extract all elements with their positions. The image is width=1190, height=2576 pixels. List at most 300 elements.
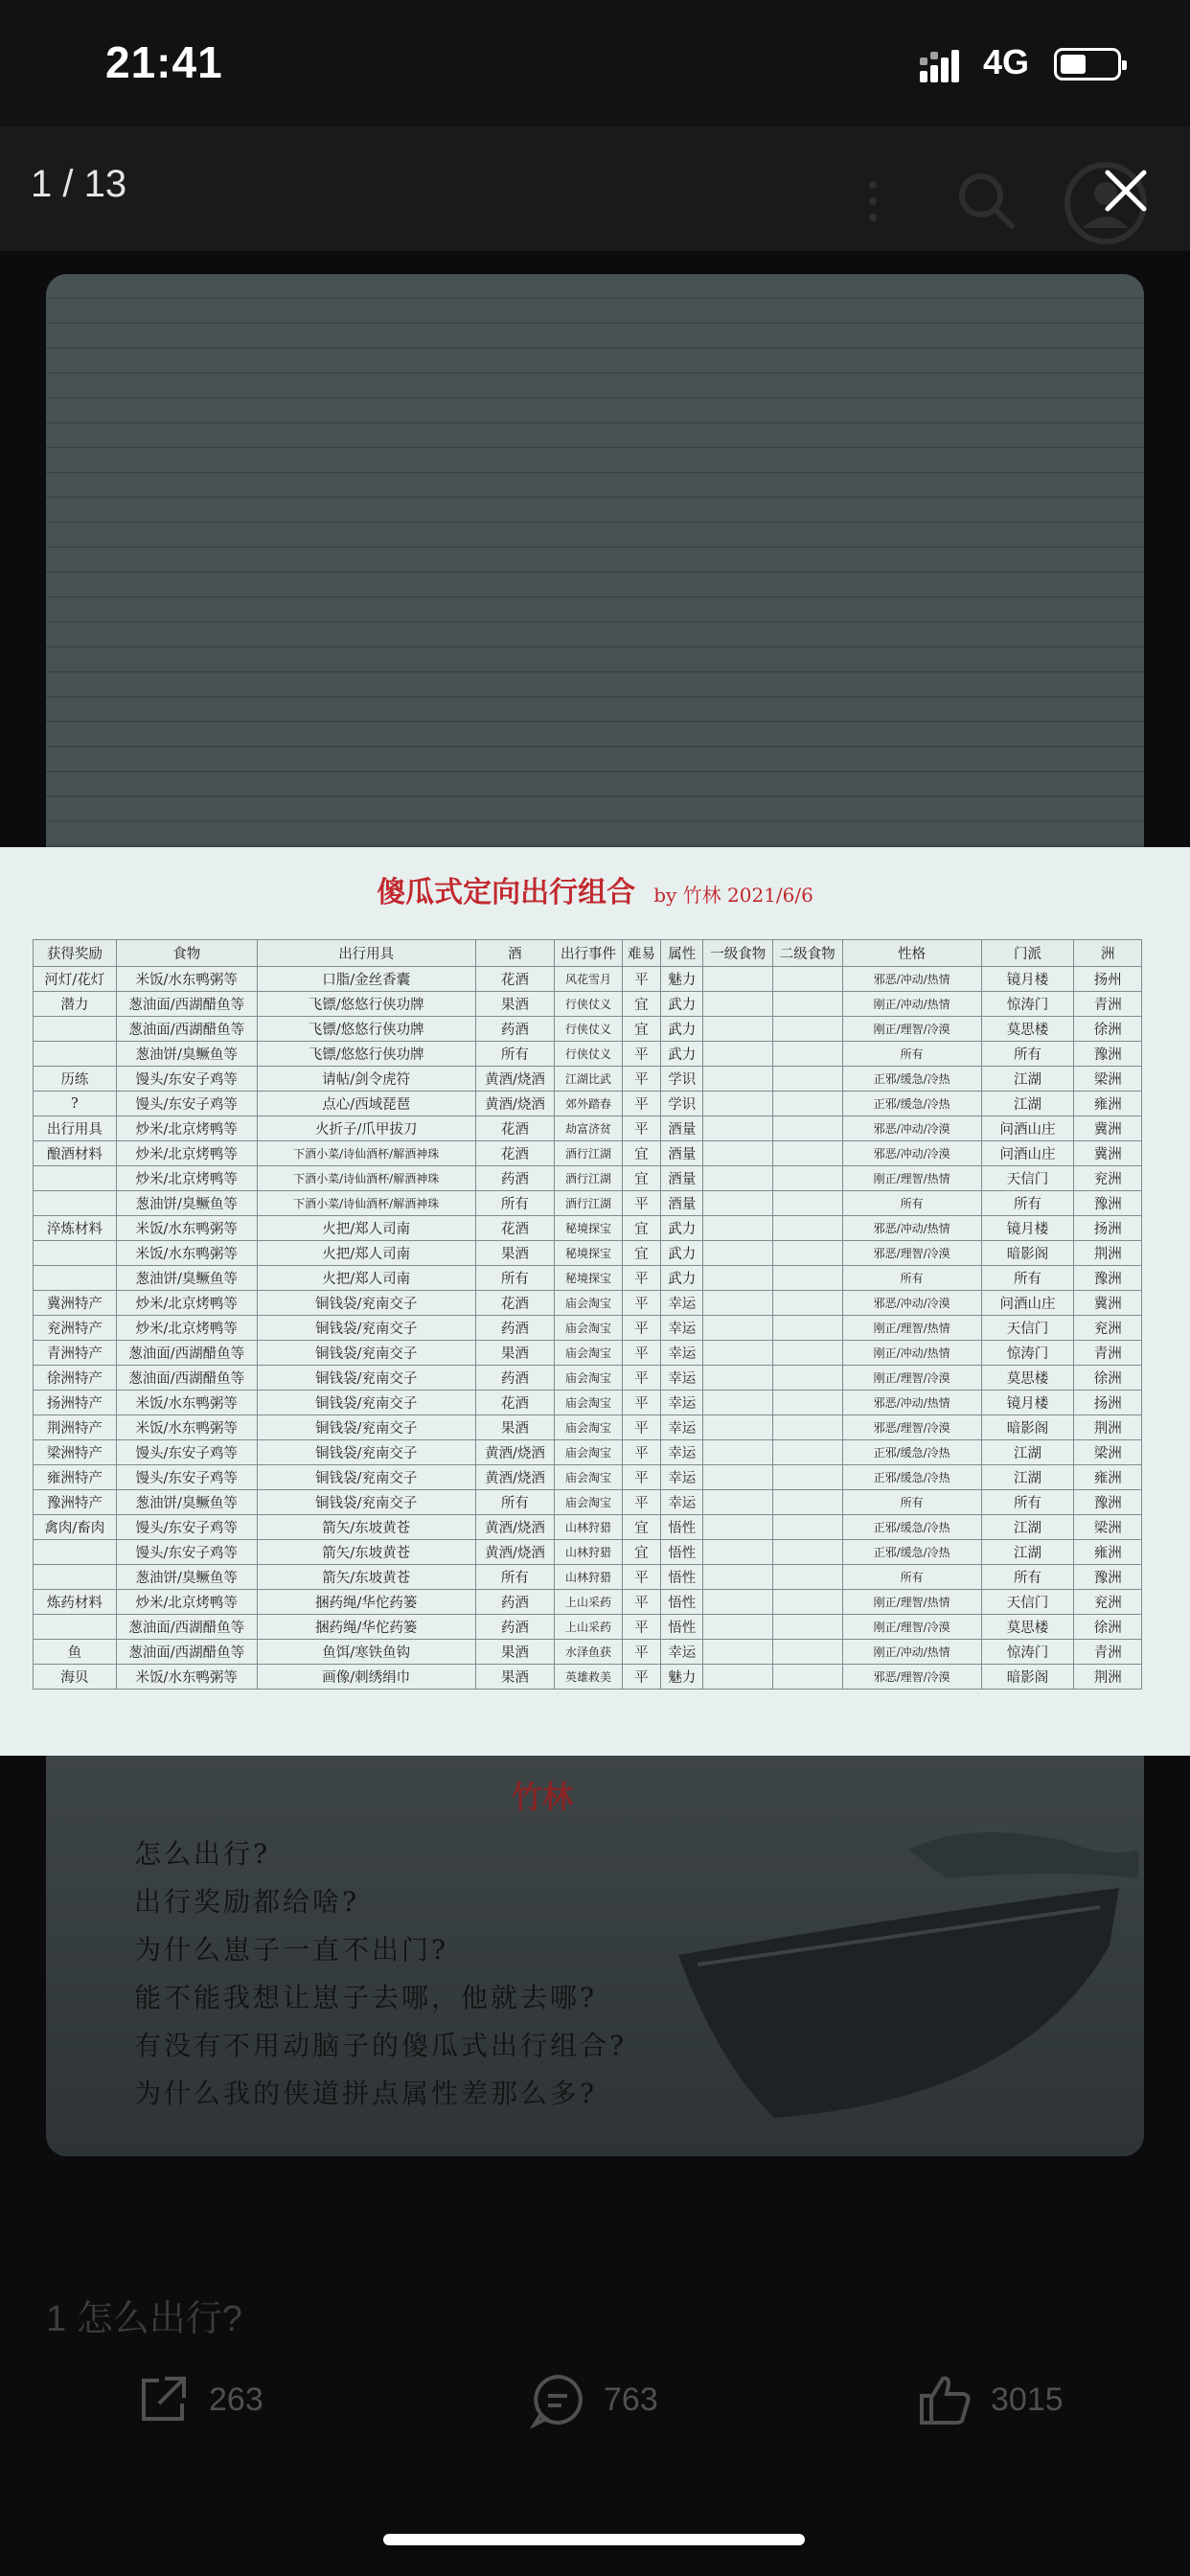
table-cell-attr: 武力 (661, 1266, 703, 1291)
table-cell-diff: 平 (622, 1092, 660, 1116)
table-header-cell: 一级食物 (703, 940, 773, 967)
table-cell-sect: 暗影阁 (981, 1415, 1074, 1440)
table-cell-f2 (772, 1391, 842, 1415)
table-cell-region: 荆洲 (1074, 1415, 1142, 1440)
table-row (34, 1266, 1142, 1291)
table-cell-region: 徐洲 (1074, 1366, 1142, 1391)
table-cell-f2 (772, 1042, 842, 1067)
faq-item: 出行奖励都给啥? (134, 1886, 360, 1918)
table-cell-diff: 平 (622, 1615, 660, 1640)
table-cell-attr: 酒量 (661, 1166, 703, 1191)
table-cell-nature: 邪恶/冲动/热情 (842, 1391, 981, 1415)
table-cell-nature: 刚正/理智/热情 (842, 1166, 981, 1191)
table-cell-food: 葱油面/西湖醋鱼等 (116, 1366, 257, 1391)
table-cell-f1 (703, 1166, 773, 1191)
table-cell-f2 (772, 1515, 842, 1540)
comment-icon (529, 2371, 586, 2428)
table-cell-f1 (703, 1116, 773, 1141)
home-indicator[interactable] (383, 2534, 805, 2545)
table-cell-food: 炒米/北京烤鸭等 (116, 1590, 257, 1615)
travel-combo-table (33, 939, 1142, 1690)
table-row (34, 1565, 1142, 1590)
table-cell-event: 上山采药 (555, 1590, 623, 1615)
table-cell-f2 (772, 992, 842, 1017)
table-cell-region: 冀洲 (1074, 1141, 1142, 1166)
table-cell-nature: 刚正/理智/冷漠 (842, 1366, 981, 1391)
table-cell-reward: 淬炼材料 (34, 1216, 117, 1241)
close-icon[interactable] (1100, 165, 1152, 217)
table-cell-region: 扬洲 (1074, 1216, 1142, 1241)
table-cell-sect: 天信门 (981, 1166, 1074, 1191)
table-cell-diff: 宜 (622, 1216, 660, 1241)
table-cell-region: 冀洲 (1074, 1116, 1142, 1141)
table-cell-sect: 天信门 (981, 1590, 1074, 1615)
table-cell-wine: 花酒 (475, 1391, 555, 1415)
table-cell-event: 江湖比武 (555, 1067, 623, 1092)
table-cell-event: 山林狩猎 (555, 1540, 623, 1565)
table-cell-tool: 点心/西域琵琶 (257, 1092, 475, 1116)
table-cell-diff: 平 (622, 1415, 660, 1440)
table-cell-f2 (772, 1665, 842, 1690)
table-cell-nature: 刚正/理智/热情 (842, 1590, 981, 1615)
table-cell-event: 行侠仗义 (555, 1017, 623, 1042)
comment-count: 763 (604, 2380, 658, 2418)
table-cell-sect: 莫思楼 (981, 1615, 1074, 1640)
dimmed-table-preview (46, 274, 1144, 849)
table-cell-food: 炒米/北京烤鸭等 (116, 1316, 257, 1341)
table-cell-nature: 邪恶/冲动/热情 (842, 967, 981, 992)
table-cell-wine: 药酒 (475, 1166, 555, 1191)
image-title-text: 傻瓜式定向出行组合 (377, 876, 636, 909)
table-cell-wine: 黄酒/烧酒 (475, 1540, 555, 1565)
table-cell-sect: 所有 (981, 1490, 1074, 1515)
table-cell-tool: 箭矢/东坡黄苍 (257, 1515, 475, 1540)
table-cell-attr: 武力 (661, 1241, 703, 1266)
table-cell-region: 青洲 (1074, 992, 1142, 1017)
table-cell-reward: 徐洲特产 (34, 1366, 117, 1391)
table-cell-f2 (772, 1067, 842, 1092)
table-cell-nature: 邪恶/理智/冷漠 (842, 1665, 981, 1690)
boat-illustration (659, 1811, 1138, 2128)
table-cell-nature: 所有 (842, 1490, 981, 1515)
table-cell-wine: 果酒 (475, 1640, 555, 1665)
table-cell-event: 庙会淘宝 (555, 1341, 623, 1366)
table-cell-reward (34, 1017, 117, 1042)
table-cell-tool: 下酒小菜/诗仙酒杯/解酒神珠 (257, 1191, 475, 1216)
table-cell-f2 (772, 1540, 842, 1565)
table-row (34, 1166, 1142, 1191)
table-cell-f2 (772, 1440, 842, 1465)
table-cell-tool: 鱼饵/寒铁鱼钩 (257, 1640, 475, 1665)
table-row (34, 967, 1142, 992)
table-cell-event: 秘境探宝 (555, 1216, 623, 1241)
table-cell-reward (34, 1241, 117, 1266)
table-cell-wine: 黄酒/烧酒 (475, 1440, 555, 1465)
table-cell-tool: 捆药绳/华佗药篓 (257, 1615, 475, 1640)
table-cell-diff: 宜 (622, 1166, 660, 1191)
table-cell-nature: 正邪/缓急/冷热 (842, 1067, 981, 1092)
table-cell-food: 葱油饼/臭鳜鱼等 (116, 1191, 257, 1216)
table-cell-f1 (703, 1490, 773, 1515)
table-cell-reward: 梁洲特产 (34, 1440, 117, 1465)
status-time: 21:41 (105, 37, 223, 87)
table-row (34, 1615, 1142, 1640)
table-cell-tool: 火折子/爪甲拔刀 (257, 1116, 475, 1141)
table-cell-event: 庙会淘宝 (555, 1366, 623, 1391)
table-cell-sect: 暗影阁 (981, 1241, 1074, 1266)
table-header-cell: 酒 (475, 940, 555, 967)
table-cell-region: 青洲 (1074, 1640, 1142, 1665)
table-cell-attr: 幸运 (661, 1415, 703, 1440)
table-cell-event: 酒行江湖 (555, 1166, 623, 1191)
table-cell-f1 (703, 967, 773, 992)
table-cell-sect: 镜月楼 (981, 1216, 1074, 1241)
table-cell-food: 葱油饼/臭鳜鱼等 (116, 1565, 257, 1590)
table-cell-wine: 所有 (475, 1042, 555, 1067)
table-cell-event: 郊外踏春 (555, 1092, 623, 1116)
table-cell-sect: 江湖 (981, 1440, 1074, 1465)
table-cell-sect: 所有 (981, 1565, 1074, 1590)
table-cell-f2 (772, 1615, 842, 1640)
table-cell-food: 米饭/水东鸭粥等 (116, 967, 257, 992)
table-cell-food: 葱油饼/臭鳜鱼等 (116, 1266, 257, 1291)
table-cell-f1 (703, 1565, 773, 1590)
table-cell-f2 (772, 1241, 842, 1266)
table-cell-tool: 口脂/金丝香囊 (257, 967, 475, 992)
table-cell-f2 (772, 1291, 842, 1316)
table-cell-attr: 酒量 (661, 1116, 703, 1141)
table-cell-food: 葱油饼/臭鳜鱼等 (116, 1042, 257, 1067)
table-cell-sect: 问酒山庄 (981, 1291, 1074, 1316)
table-cell-food: 米饭/水东鸭粥等 (116, 1415, 257, 1440)
table-cell-wine: 所有 (475, 1490, 555, 1515)
share-button[interactable] (134, 2371, 263, 2428)
table-cell-attr: 幸运 (661, 1490, 703, 1515)
table-cell-attr: 悟性 (661, 1565, 703, 1590)
table-cell-reward: 河灯/花灯 (34, 967, 117, 992)
table-cell-diff: 平 (622, 1490, 660, 1515)
table-cell-f2 (772, 1640, 842, 1665)
table-header-cell: 难易 (622, 940, 660, 967)
battery-icon (1054, 48, 1121, 80)
table-row (34, 1067, 1142, 1092)
table-cell-diff: 平 (622, 1266, 660, 1291)
like-count: 3015 (991, 2380, 1064, 2418)
table-cell-tool: 铜钱袋/兖南交子 (257, 1366, 475, 1391)
table-cell-event: 英雄救美 (555, 1665, 623, 1690)
table-cell-reward: ? (34, 1092, 117, 1116)
table-cell-f1 (703, 1515, 773, 1540)
table-cell-wine: 药酒 (475, 1590, 555, 1615)
table-cell-f2 (772, 1465, 842, 1490)
table-cell-event: 庙会淘宝 (555, 1440, 623, 1465)
table-cell-region: 徐洲 (1074, 1017, 1142, 1042)
table-cell-sect: 惊涛门 (981, 1341, 1074, 1366)
faq-item: 为什么崽子一直不出门? (134, 1934, 449, 1966)
table-row (34, 1665, 1142, 1690)
table-cell-f2 (772, 1590, 842, 1615)
table-cell-reward (34, 1191, 117, 1216)
table-cell-f2 (772, 1017, 842, 1042)
table-row (34, 1590, 1142, 1615)
table-row (34, 1515, 1142, 1540)
image-title (0, 868, 1190, 910)
table-cell-attr: 武力 (661, 992, 703, 1017)
table-cell-wine: 果酒 (475, 1341, 555, 1366)
table-cell-diff: 平 (622, 1341, 660, 1366)
table-cell-event: 酒行江湖 (555, 1191, 623, 1216)
table-cell-nature: 正邪/缓急/冷热 (842, 1540, 981, 1565)
table-cell-event: 行侠仗义 (555, 992, 623, 1017)
table-header-cell: 出行用具 (257, 940, 475, 967)
table-cell-tool: 铜钱袋/兖南交子 (257, 1341, 475, 1366)
table-cell-attr: 幸运 (661, 1366, 703, 1391)
table-cell-event: 劫富济贫 (555, 1116, 623, 1141)
table-cell-f2 (772, 967, 842, 992)
table-cell-wine: 花酒 (475, 967, 555, 992)
table-cell-region: 徐洲 (1074, 1615, 1142, 1640)
table-cell-food: 炒米/北京烤鸭等 (116, 1116, 257, 1141)
faq-item: 为什么我的侠道拼点属性差那么多? (134, 2078, 598, 2109)
table-cell-region: 青洲 (1074, 1341, 1142, 1366)
table-cell-reward: 禽肉/畜肉 (34, 1515, 117, 1540)
table-cell-region: 冀洲 (1074, 1291, 1142, 1316)
table-cell-food: 葱油面/西湖醋鱼等 (116, 1017, 257, 1042)
table-cell-reward (34, 1266, 117, 1291)
table-row (34, 1465, 1142, 1490)
table-row (34, 1440, 1142, 1465)
table-cell-f2 (772, 1316, 842, 1341)
table-cell-reward: 豫洲特产 (34, 1490, 117, 1515)
table-cell-diff: 平 (622, 1191, 660, 1216)
faq-item: 能不能我想让崽子去哪，他就去哪? (134, 1982, 598, 2013)
table-cell-tool: 铜钱袋/兖南交子 (257, 1291, 475, 1316)
author-signature: 竹林 (512, 1779, 574, 1815)
table-cell-reward: 历练 (34, 1067, 117, 1092)
table-cell-f1 (703, 1191, 773, 1216)
page-counter: 1 / 13 (31, 163, 127, 205)
table-cell-f1 (703, 1640, 773, 1665)
table-cell-tool: 下酒小菜/诗仙酒杯/解酒神珠 (257, 1166, 475, 1191)
table-cell-attr: 武力 (661, 1017, 703, 1042)
table-cell-food: 葱油面/西湖醋鱼等 (116, 1615, 257, 1640)
table-cell-event: 庙会淘宝 (555, 1415, 623, 1440)
table-row (34, 1341, 1142, 1366)
table-cell-attr: 幸运 (661, 1391, 703, 1415)
more-icon[interactable] (866, 180, 880, 222)
table-cell-f1 (703, 1067, 773, 1092)
table-row (34, 1116, 1142, 1141)
table-cell-attr: 酒量 (661, 1191, 703, 1216)
table-cell-reward: 酿酒材料 (34, 1141, 117, 1166)
table-cell-nature: 刚正/冲动/热情 (842, 1640, 981, 1665)
enlarged-image[interactable] (0, 847, 1190, 1756)
table-cell-wine: 果酒 (475, 992, 555, 1017)
table-cell-tool: 画像/刺绣绢巾 (257, 1665, 475, 1690)
table-cell-region: 雍洲 (1074, 1092, 1142, 1116)
table-cell-reward: 鱼 (34, 1640, 117, 1665)
table-cell-nature: 正邪/缓急/冷热 (842, 1440, 981, 1465)
table-cell-attr: 幸运 (661, 1640, 703, 1665)
table-cell-event: 酒行江湖 (555, 1141, 623, 1166)
table-cell-wine: 所有 (475, 1266, 555, 1291)
table-cell-wine: 花酒 (475, 1141, 555, 1166)
table-cell-event: 上山采药 (555, 1615, 623, 1640)
table-cell-food: 炒米/北京烤鸭等 (116, 1291, 257, 1316)
table-cell-food: 馒头/东安子鸡等 (116, 1067, 257, 1092)
table-cell-nature: 邪恶/冲动/热情 (842, 1216, 981, 1241)
table-cell-reward (34, 1540, 117, 1565)
table-cell-nature: 所有 (842, 1266, 981, 1291)
table-cell-f1 (703, 1042, 773, 1067)
table-cell-f2 (772, 1166, 842, 1191)
table-cell-wine: 果酒 (475, 1415, 555, 1440)
table-cell-food: 葱油面/西湖醋鱼等 (116, 1341, 257, 1366)
table-row (34, 1191, 1142, 1216)
like-button[interactable] (916, 2371, 1064, 2428)
table-cell-f2 (772, 1141, 842, 1166)
table-cell-event: 秘境探宝 (555, 1266, 623, 1291)
table-cell-sect: 江湖 (981, 1540, 1074, 1565)
table-cell-nature: 所有 (842, 1565, 981, 1590)
table-row (34, 1092, 1142, 1116)
table-cell-region: 豫洲 (1074, 1266, 1142, 1291)
table-cell-wine: 花酒 (475, 1291, 555, 1316)
table-cell-diff: 平 (622, 1640, 660, 1665)
table-cell-sect: 镜月楼 (981, 967, 1074, 992)
table-cell-event: 庙会淘宝 (555, 1316, 623, 1341)
search-icon[interactable] (954, 169, 1019, 234)
table-header-cell: 门派 (981, 940, 1074, 967)
table-cell-f1 (703, 1665, 773, 1690)
table-cell-wine: 所有 (475, 1565, 555, 1590)
table-cell-region: 豫洲 (1074, 1042, 1142, 1067)
table-cell-region: 雍洲 (1074, 1540, 1142, 1565)
table-cell-sect: 所有 (981, 1042, 1074, 1067)
action-bar (0, 2358, 1190, 2444)
table-cell-f1 (703, 1092, 773, 1116)
table-cell-region: 梁洲 (1074, 1515, 1142, 1540)
table-cell-diff: 平 (622, 1465, 660, 1490)
table-cell-event: 庙会淘宝 (555, 1465, 623, 1490)
table-cell-tool: 火把/郑人司南 (257, 1241, 475, 1266)
table-row (34, 1291, 1142, 1316)
table-header-cell: 洲 (1074, 940, 1142, 967)
faq-item: 有没有不用动脑子的傻瓜式出行组合? (134, 2030, 628, 2061)
table-cell-wine: 果酒 (475, 1241, 555, 1266)
table-cell-reward (34, 1615, 117, 1640)
table-cell-attr: 魅力 (661, 967, 703, 992)
table-row (34, 1640, 1142, 1665)
table-cell-wine: 黄酒/烧酒 (475, 1465, 555, 1490)
table-cell-region: 梁洲 (1074, 1440, 1142, 1465)
table-cell-nature: 邪恶/冲动/冷漠 (842, 1116, 981, 1141)
table-cell-nature: 刚正/冲动/热情 (842, 1341, 981, 1366)
table-cell-region: 兖洲 (1074, 1590, 1142, 1615)
table-cell-attr: 武力 (661, 1042, 703, 1067)
table-cell-f1 (703, 1241, 773, 1266)
table-cell-attr: 幸运 (661, 1316, 703, 1341)
table-cell-event: 庙会淘宝 (555, 1490, 623, 1515)
table-cell-diff: 宜 (622, 1540, 660, 1565)
table-cell-event: 行侠仗义 (555, 1042, 623, 1067)
table-cell-wine: 所有 (475, 1191, 555, 1216)
faq-item: 怎么出行? (134, 1838, 271, 1870)
table-cell-attr: 魅力 (661, 1665, 703, 1690)
table-cell-attr: 悟性 (661, 1540, 703, 1565)
table-cell-f1 (703, 1366, 773, 1391)
table-cell-attr: 幸运 (661, 1291, 703, 1316)
table-cell-tool: 飞镖/悠悠行侠功牌 (257, 1042, 475, 1067)
table-cell-reward: 荆洲特产 (34, 1415, 117, 1440)
table-cell-nature: 所有 (842, 1191, 981, 1216)
table-cell-attr: 悟性 (661, 1590, 703, 1615)
table-cell-food: 葱油面/西湖醋鱼等 (116, 1640, 257, 1665)
table-cell-diff: 平 (622, 1316, 660, 1341)
table-cell-f2 (772, 1191, 842, 1216)
table-cell-diff: 平 (622, 1440, 660, 1465)
table-header-cell: 性格 (842, 940, 981, 967)
signal-icon (920, 50, 970, 82)
table-cell-sect: 镜月楼 (981, 1391, 1074, 1415)
table-cell-reward: 海贝 (34, 1665, 117, 1690)
table-cell-tool: 铜钱袋/兖南交子 (257, 1415, 475, 1440)
table-cell-nature: 所有 (842, 1042, 981, 1067)
table-row (34, 1316, 1142, 1341)
table-cell-food: 米饭/水东鸭粥等 (116, 1241, 257, 1266)
table-cell-wine: 花酒 (475, 1216, 555, 1241)
table-cell-attr: 学识 (661, 1092, 703, 1116)
table-cell-f1 (703, 1391, 773, 1415)
table-cell-food: 馒头/东安子鸡等 (116, 1092, 257, 1116)
table-cell-diff: 宜 (622, 1515, 660, 1540)
status-bar (0, 0, 1190, 126)
table-cell-diff: 宜 (622, 1241, 660, 1266)
table-header-cell: 食物 (116, 940, 257, 967)
table-cell-diff: 平 (622, 967, 660, 992)
table-cell-f1 (703, 1291, 773, 1316)
table-cell-tool: 铜钱袋/兖南交子 (257, 1391, 475, 1415)
table-cell-wine: 花酒 (475, 1116, 555, 1141)
table-cell-diff: 平 (622, 1391, 660, 1415)
table-cell-reward (34, 1166, 117, 1191)
table-cell-reward: 潜力 (34, 992, 117, 1017)
table-cell-sect: 江湖 (981, 1092, 1074, 1116)
table-cell-f1 (703, 1590, 773, 1615)
table-row (34, 1017, 1142, 1042)
table-cell-region: 豫洲 (1074, 1490, 1142, 1515)
table-cell-attr: 学识 (661, 1067, 703, 1092)
faq-list (134, 1830, 627, 2118)
table-cell-region: 扬州 (1074, 967, 1142, 992)
table-cell-nature: 刚正/理智/热情 (842, 1316, 981, 1341)
table-cell-nature: 刚正/理智/冷漠 (842, 1615, 981, 1640)
table-cell-event: 山林狩猎 (555, 1565, 623, 1590)
card-bottom-illustration (46, 1754, 1144, 2156)
table-cell-diff: 宜 (622, 1141, 660, 1166)
table-cell-nature: 正邪/缓急/冷热 (842, 1092, 981, 1116)
table-cell-f2 (772, 1341, 842, 1366)
table-cell-sect: 天信门 (981, 1316, 1074, 1341)
comment-button[interactable] (529, 2371, 658, 2428)
table-cell-region: 雍洲 (1074, 1465, 1142, 1490)
table-cell-reward: 兖洲特产 (34, 1316, 117, 1341)
table-cell-tool: 箭矢/东坡黄苍 (257, 1540, 475, 1565)
table-cell-sect: 江湖 (981, 1465, 1074, 1490)
table-row (34, 1391, 1142, 1415)
table-cell-diff: 平 (622, 1116, 660, 1141)
table-cell-wine: 药酒 (475, 1615, 555, 1640)
